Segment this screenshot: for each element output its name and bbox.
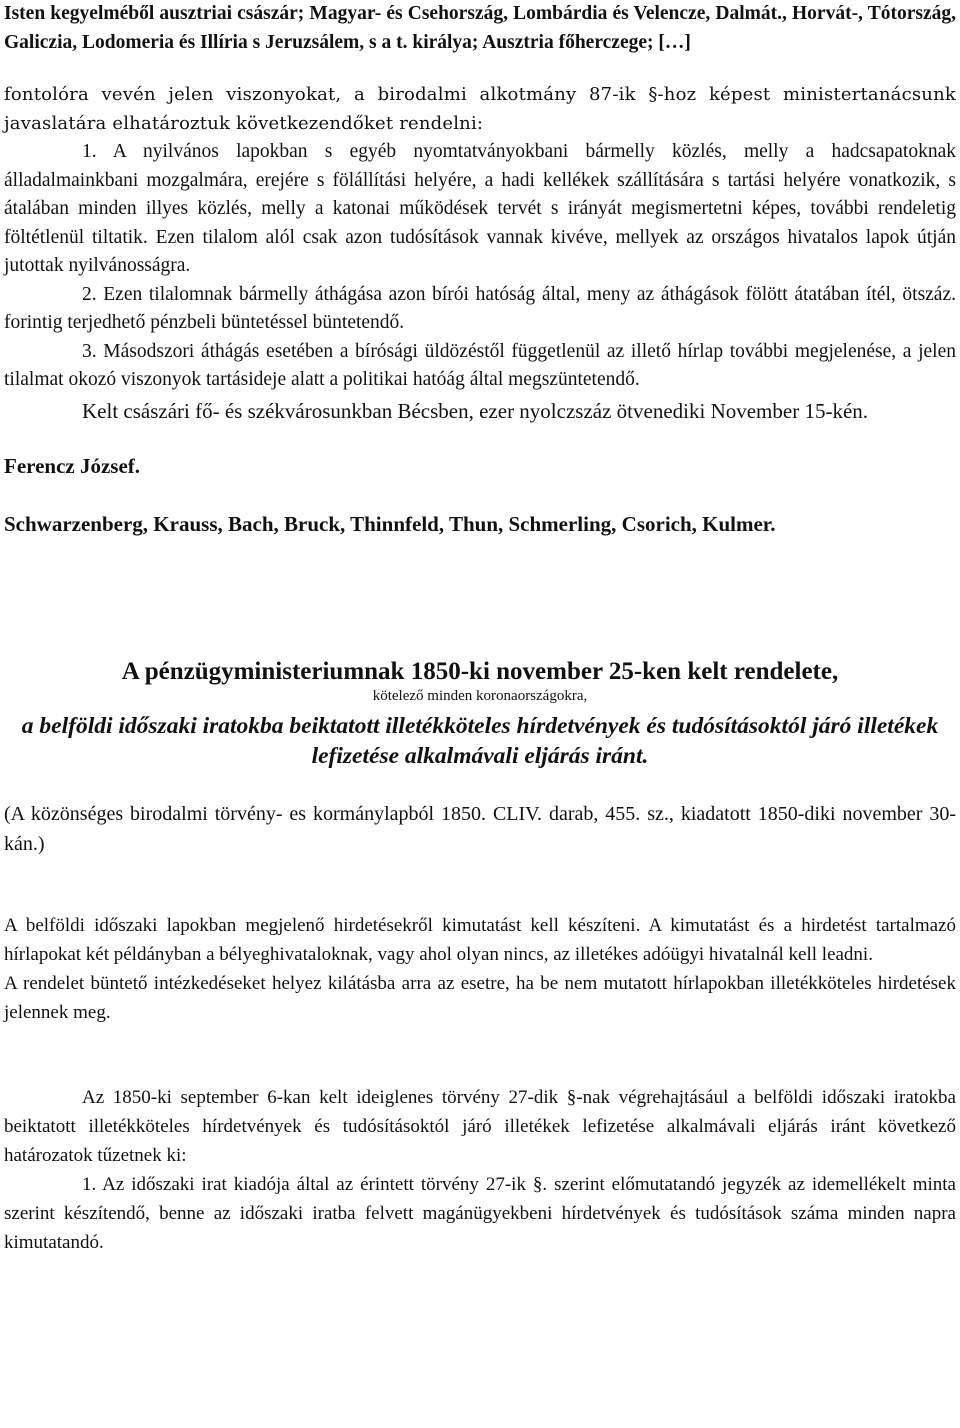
decree-topic-text: a belföldi időszaki iratokba beiktatott illetékköteles hírdetvények és tudósításoktól járó illetékek lefizetése alkalmávali eljárás iránt. [21,712,939,769]
spacer [4,859,956,911]
source-note: (A közönséges birodalmi törvény- es kormánylapból 1850. CLIV. darab, 455. sz., kiadatott 1850-diki november 30-kán.) [4,802,956,855]
spacer [4,771,956,799]
point-2: 2. Ezen tilalomnak bármelly áthágása azon bírói hatóság által, meny az áthágások fölött átatában ítél, ötszáz. forintig terjedhető pénzbeli büntetéssel büntetendő. [4,283,956,333]
spacer [4,481,956,509]
decree-title: A pénzügyministeriumnak 1850-ki november 25-ken kelt rendelete, [121,657,839,685]
body-point-1: 1. Az időszaki irat kiadója által az érintett törvény 27-ik §. szerint előmutatandó jegyzék az idemellékelt minta szerint készítendő, benne az időszaki iratba felvett magánügyekbeni hírdetvények és tudósítások száma minden napra kimutatandó. [4,1173,956,1253]
ministers: Schwarzenberg, Krauss, Bach, Bruck, Thinnfeld, Thun, Schmerling, Csorich, Kulmer. [4,511,776,536]
spacer [4,1027,956,1083]
summary-1: A belföldi időszaki lapokban megjelenő hirdetésekről kimutatást kell készíteni. A kimutatást és a hirdetést tartalmazó hírlapokat két példányban a bélyeghivataloknak, vagy ahol olyan nincs, az illetékes adóügyi hivatalnál kell leadni. [4,914,956,965]
decree-subtitle: kötelező minden koronaországokra, [372,687,588,704]
body-intro: Az 1850-ki september 6-kan kelt ideiglenes törvény 27-dik §-nak végrehajtásául a belföldi időszaki iratokba beiktatott illetékköteles hírdetvények és tudósításoktól járó illetékek lefizetése alkalmávali eljárás iránt következő határozatok tűzetnek ki: [4,1086,956,1166]
point-3: 3. Másodszori áthágás esetében a bírósági üldözéstől függetlenül az illető hírlap további megjelenése, a jelen tilalmat okozó viszonyok tartásideje alatt a politikai hatóág által megszüntetendő. [4,340,956,390]
decree-topic [4,711,956,771]
point-1: 1. A nyilvános lapokban s egyéb nyomtatványokbani bármelly közlés, melly a hadcsapatoknak álladalmainkbani mozgalmára, erejére s fölállítási helyére, a hadi kellékek szállítására s tartási helyére vonatkozik, s átalában minden illyes közlés, melly a katonai működések tervét s irányát megismertetni képes, további rendeletig föltétlenül tiltatik. Ezen tilalom alól csak azon tudósítások vannak kivéve, mellyek az országos hivatalos lapok útján jutottak nyilvánosságra. [4,141,956,276]
spacer [4,57,956,81]
imperial-title: Isten kegyelméből ausztriai császár; Magyar- és Csehország, Lombárdia és Velencze, Dalmát., Horvát-, Tótország, Galiczia, Lodomeria és Illíria s Jeruzsálem, s a t. királya; Ausztria főherczege; […] [4,3,956,53]
dated-line: Kelt császári fő- és székvárosunkban Bécsben, ezer nyolczszáz ötvenediki November 15-kén. [82,398,869,423]
summary-2: A rendelet büntető intézkedéseket helyez kilátásba arra az esetre, ha be nem mutatott hírlapokban illetékköteles hirdetések jelennek meg. [4,972,956,1023]
spacer [4,539,956,657]
preamble: fontolóra vevén jelen viszonyokat, a birodalmi alkotmány 87-ik §-hoz képest ministertanácsunk javaslatára elhatároztuk következendőket rendelni: [4,84,956,134]
signature: Ferencz József. [4,453,141,478]
spacer [4,427,956,451]
